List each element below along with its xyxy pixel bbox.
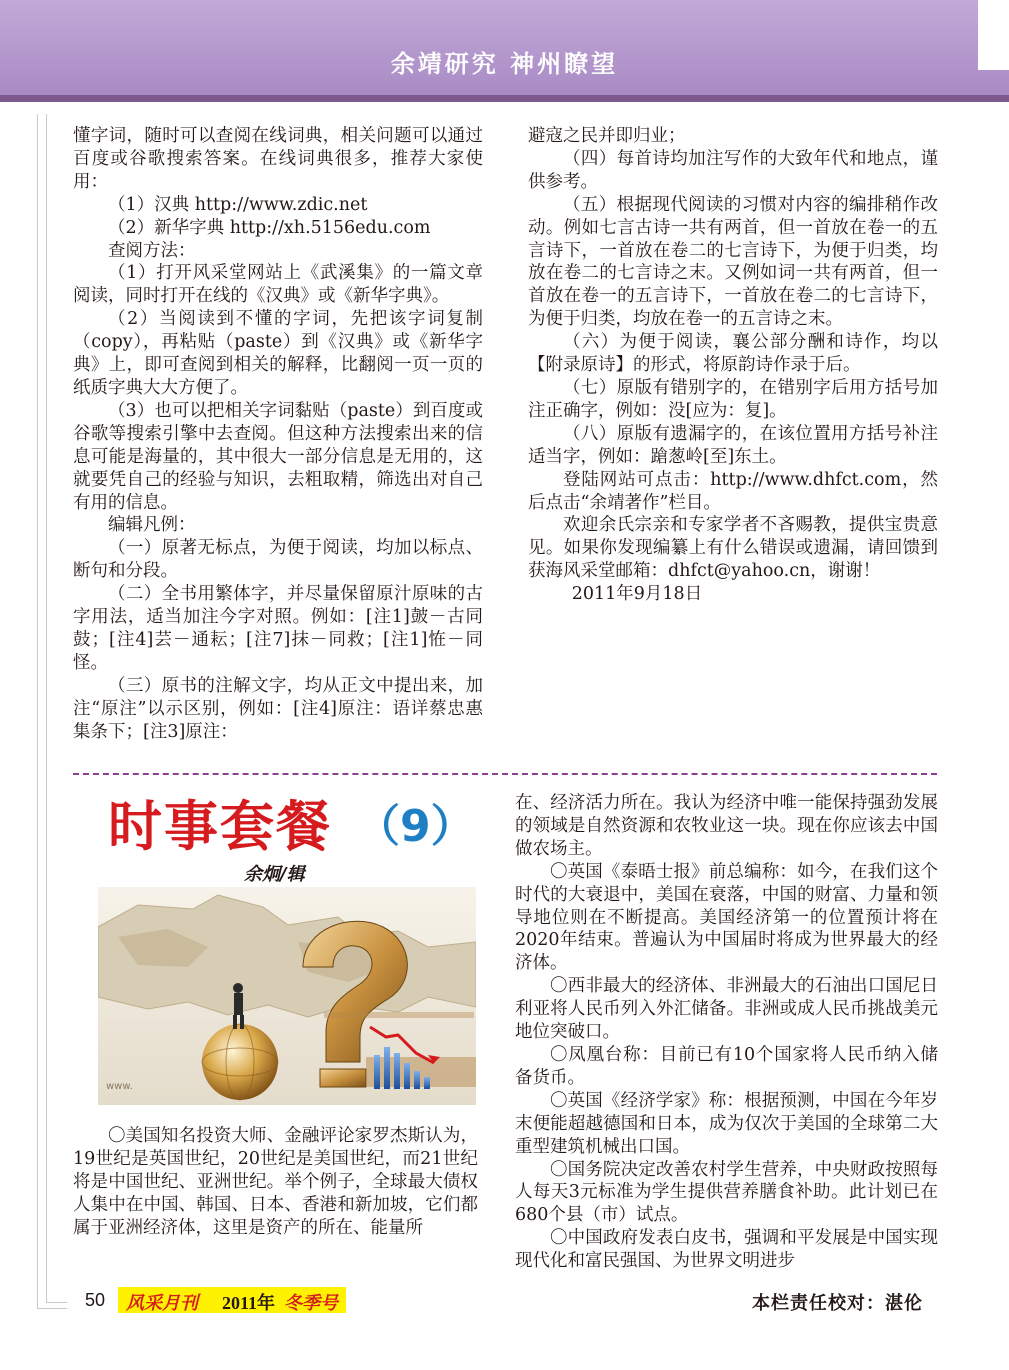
page-number: 50	[85, 1290, 106, 1310]
paragraph: （1）汉典 http://www.zdic.net	[108, 194, 368, 215]
paragraph: （3）也可以把相关字词黏贴（paste）到百度或谷歌等搜索引擎中去查阅。但这种方法搜索出来的信息可能是海量的，其中很大一部分信息是无用的，这就要凭自己的经验与知识，去粗取精，筛选出对自己有用的信息。	[73, 400, 483, 513]
column-proofreader: 本栏责任校对：湛伦	[752, 1293, 923, 1314]
frame-left-outer	[37, 114, 38, 1308]
paragraph: （1）打开风采堂网站上《武溪集》的一篇文章阅读，同时打开在线的《汉典》或《新华字典》。	[73, 263, 483, 307]
paragraph: 欢迎余氏宗亲和专家学者不吝赐教，提供宝贵意见。如果你发现编纂上有什么错误或遗漏，请回馈到获海风采堂邮箱：dhfct@yahoo.cn，谢谢！	[528, 515, 938, 582]
paragraph: 〇美国知名投资大师、金融评论家罗杰斯认为，19世纪是英国世纪，20世纪是美国世纪，而21世纪将是中国世纪、亚洲世纪。举个例子，全球最大债权人集中在中国、韩国、日本、香港和新加坡，它们都属于亚洲经济体，这里是资产的所在、能量所	[73, 1126, 478, 1238]
paragraph: 〇西非最大的经济体、非洲最大的石油出口国尼日利亚将人民币列入外汇储备。非洲或成人民币挑战美元地位突破口。	[515, 976, 938, 1043]
paragraph: （2）当阅读到不懂的字词，先把该字词复制（copy），再粘贴（paste）到《汉典》或《新华字典》上，即可查阅到相关的解释，比翻阅一页一页的纸质字典大大方便了。	[73, 309, 483, 398]
section-number: （9）	[356, 801, 475, 852]
paragraph: （一）原著无标点，为便于阅读，均加以标点、断句和分段。	[73, 538, 483, 582]
section-byline: 余炯/辑	[244, 864, 305, 885]
article-top-left-column	[73, 125, 483, 743]
paragraph: 在、经济活力所在。我认为经济中唯一能保持强劲发展的领域是自然资源和农牧业这一块。现在你应该去中国做农场主。	[515, 793, 938, 859]
paragraph: 〇英国《经济学家》称：根据预测，中国在今年岁末便能超越德国和日本，成为仅次于美国的全球第二大重型建筑机械出口国。	[515, 1090, 938, 1157]
magazine-year: 2011年	[222, 1293, 276, 1313]
paragraph: 登陆网站可点击：http://www.dhfct.com，然后点击“余靖著作”栏目。	[528, 469, 938, 513]
paragraph: 〇凤凰台称：目前已有10个国家将人民币纳入储备货币。	[515, 1044, 938, 1088]
illustration-globe-question-mark	[98, 887, 476, 1105]
illustration-watermark: www.	[106, 1081, 133, 1092]
paragraph: （2）新华字典 http://xh.5156edu.com	[108, 217, 431, 238]
paragraph: （六）为便于阅读，襄公部分酬和诗作，均以【附录原诗】的形式，将原韵诗作录于后。	[528, 332, 938, 376]
header-rule	[0, 95, 1009, 102]
header-title: 余靖研究 神州瞭望	[390, 50, 619, 78]
magazine-season: 冬季号	[284, 1293, 338, 1314]
section-title: 时事套餐	[108, 795, 332, 858]
paragraph: 避寇之民并即归业；	[528, 126, 686, 146]
article-top-right-column	[528, 125, 938, 606]
paragraph: 〇国务院决定改善农村学生营养，中央财政按照每人每天3元标准为学生提供营养膳食补助。此计划已在680个县（市）试点。	[515, 1159, 938, 1226]
paragraph: 查阅方法：	[108, 240, 196, 261]
paragraph: （二）全书用繁体字，并尽量保留原汁原味的古字用法，适当加注今字对照。例如：[注1]皷－古同鼓；[注4]芸－通耘；[注7]抹－同救；[注1]恠－同怪。	[73, 584, 483, 673]
illustration-art	[98, 887, 476, 1105]
magazine-badge	[118, 1287, 346, 1313]
paragraph: 懂字词，随时可以查阅在线词典，相关问题可以通过百度或谷歌搜索答案。在线词典很多，推荐大家使用：	[73, 126, 483, 192]
paragraph: （四）每首诗均加注写作的大致年代和地点，谨供参考。	[528, 148, 938, 192]
frame-bottom-outer	[37, 1308, 67, 1309]
paragraph: 〇中国政府发表白皮书，强调和平发展是中国实现现代化和富民强国、为世界文明进步	[515, 1228, 938, 1272]
paragraph: （七）原版有错别字的，在错别字后用方括号加注正确字，例如：没[应为：复]。	[528, 377, 938, 421]
magazine-name: 风采月刊	[126, 1293, 198, 1314]
frame-bottom-inner	[46, 1302, 67, 1303]
article-bottom-left-column	[73, 1125, 478, 1240]
paragraph: 2011年9月18日	[571, 584, 703, 605]
section-separator	[73, 773, 937, 775]
paragraph: 〇英国《泰晤士报》前总编称：如今，在我们这个时代的大衰退中，美国在衰落，中国的财富、力量和领导地位则在不断提高。美国经济第一的位置预计将在2020年结束。普遍认为中国届时将成为世界最大的经济体。	[515, 861, 938, 974]
paragraph: （三）原书的注解文字，均从正文中提出来，加注“原注”以示区别，例如：[注4]原注：语详蔡忠惠集条下；[注3]原注：	[73, 675, 483, 742]
paragraph: （五）根据现代阅读的习惯对内容的编排稍作改动。例如七言古诗一共有两首，但一首放在卷一的五言诗下，一首放在卷二的七言诗下，为便于归类，均放在卷二的七言诗之末。又例如词一共有两首，但一首放在卷一的五言诗下，一首放在卷二的七言诗下，为便于归类，均放在卷一的五言诗之末。	[528, 194, 938, 330]
paragraph: （八）原版有遗漏字的，在该位置用方括号补注适当字，例如：蹌葱岭[至]东土。	[528, 423, 938, 467]
article-bottom-right-column	[515, 792, 938, 1273]
paragraph: 编辑凡例：	[108, 515, 196, 536]
frame-left-inner	[46, 114, 47, 1302]
